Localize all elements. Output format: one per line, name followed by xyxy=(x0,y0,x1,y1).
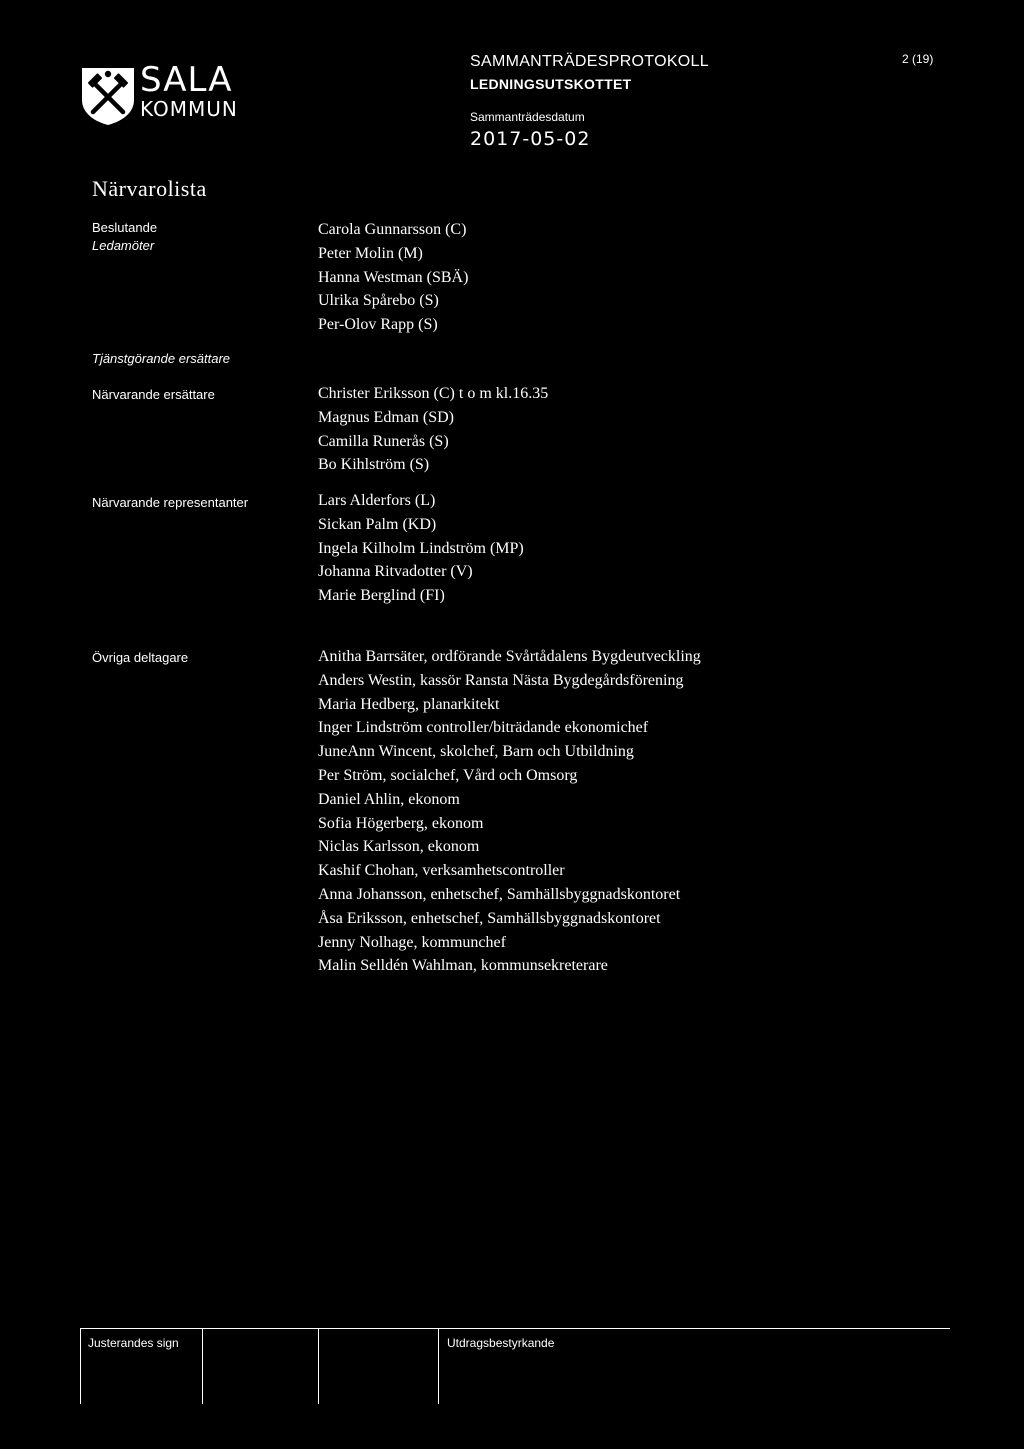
list-item: Niclas Karlsson, ekonom xyxy=(318,838,480,856)
beslutande-list xyxy=(318,218,468,337)
section-label-tjanstgorande-ersattare: Tjänstgörande ersättare xyxy=(92,351,231,366)
section-label-narvarande-ersattare: Närvarande ersättare xyxy=(92,387,215,402)
logo-subtitle: KOMMUN xyxy=(140,97,238,121)
section-sublabel-ledamoter: Ledamöter xyxy=(92,238,155,253)
protocol-subtitle: LEDNINGSUTSKOTTET xyxy=(470,76,632,92)
section-label-ovriga-deltagare: Övriga deltagare xyxy=(92,650,189,665)
list-item: Anders Westin, kassör Ransta Nästa Bygdegårdsförening xyxy=(318,671,684,689)
list-item: Peter Molin (M) xyxy=(318,244,423,262)
page-title: Närvarolista xyxy=(92,176,207,201)
list-item: Kashif Chohan, verksamhetscontroller xyxy=(318,862,565,880)
list-item: Hanna Westman (SBÄ) xyxy=(318,268,469,286)
list-item: Malin Selldén Wahlman, kommunsekreterare xyxy=(318,957,608,975)
list-item: Bo Kihlström (S) xyxy=(318,456,430,474)
justerandes-sign-label: Justerandes sign xyxy=(88,1336,179,1350)
list-item: Daniel Ahlin, ekonom xyxy=(318,790,460,808)
sala-kommun-crest-icon xyxy=(80,66,136,126)
list-item: Anitha Barrsäter, ordförande Svårtådalens Bygdeutveckling xyxy=(318,648,701,665)
list-item: Åsa Eriksson, enhetschef, Samhällsbyggnadskontoret xyxy=(318,909,661,927)
logo-name: SALA xyxy=(140,60,233,100)
page-number: 2 (19) xyxy=(902,52,934,66)
signature-box-border xyxy=(80,1328,81,1404)
signature-box-top-border xyxy=(80,1328,950,1329)
list-item: Camilla Runerås (S) xyxy=(318,432,449,450)
meeting-date-label: Sammanträdesdatum xyxy=(470,110,585,124)
protocol-title: SAMMANTRÄDESPROTOKOLL xyxy=(470,53,709,70)
list-item: Johanna Ritvadotter (V) xyxy=(318,563,473,581)
meeting-date: 2017-05-02 xyxy=(470,128,591,150)
list-item: Ulrika Spårebo (S) xyxy=(318,292,439,310)
list-item: Carola Gunnarsson (C) xyxy=(318,221,467,238)
list-item: Sickan Palm (KD) xyxy=(318,515,437,533)
list-item: Jenny Nolhage, kommunchef xyxy=(318,933,506,951)
list-item: Magnus Edman (SD) xyxy=(318,408,454,426)
section-label-beslutande: Beslutande xyxy=(92,220,158,235)
list-item: Marie Berglind (FI) xyxy=(318,587,445,605)
list-item: JuneAnn Wincent, skolchef, Barn och Utbildning xyxy=(318,743,634,761)
list-item: Per-Olov Rapp (S) xyxy=(318,316,438,334)
narvarande-representanter-list xyxy=(318,489,524,608)
section-label-narvarande-representanter: Närvarande representanter xyxy=(92,495,249,510)
narvarande-ersattare-list xyxy=(318,382,548,477)
list-item: Per Ström, socialchef, Vård och Omsorg xyxy=(318,766,578,784)
ovriga-deltagare-list xyxy=(318,645,701,978)
signature-box-border xyxy=(202,1328,203,1404)
utdragsbestyrkande-label: Utdragsbestyrkande xyxy=(447,1336,555,1350)
list-item: Inger Lindström controller/biträdande ekonomichef xyxy=(318,719,649,737)
list-item: Christer Eriksson (C) t o m kl.16.35 xyxy=(318,385,549,402)
signature-box-border xyxy=(438,1328,439,1404)
list-item: Maria Hedberg, planarkitekt xyxy=(318,695,500,713)
list-item: Anna Johansson, enhetschef, Samhällsbyggnadskontoret xyxy=(318,885,681,903)
signature-box-border xyxy=(318,1328,319,1404)
list-item: Lars Alderfors (L) xyxy=(318,492,436,509)
list-item: Ingela Kilholm Lindström (MP) xyxy=(318,539,524,557)
list-item: Sofia Högerberg, ekonom xyxy=(318,814,484,832)
